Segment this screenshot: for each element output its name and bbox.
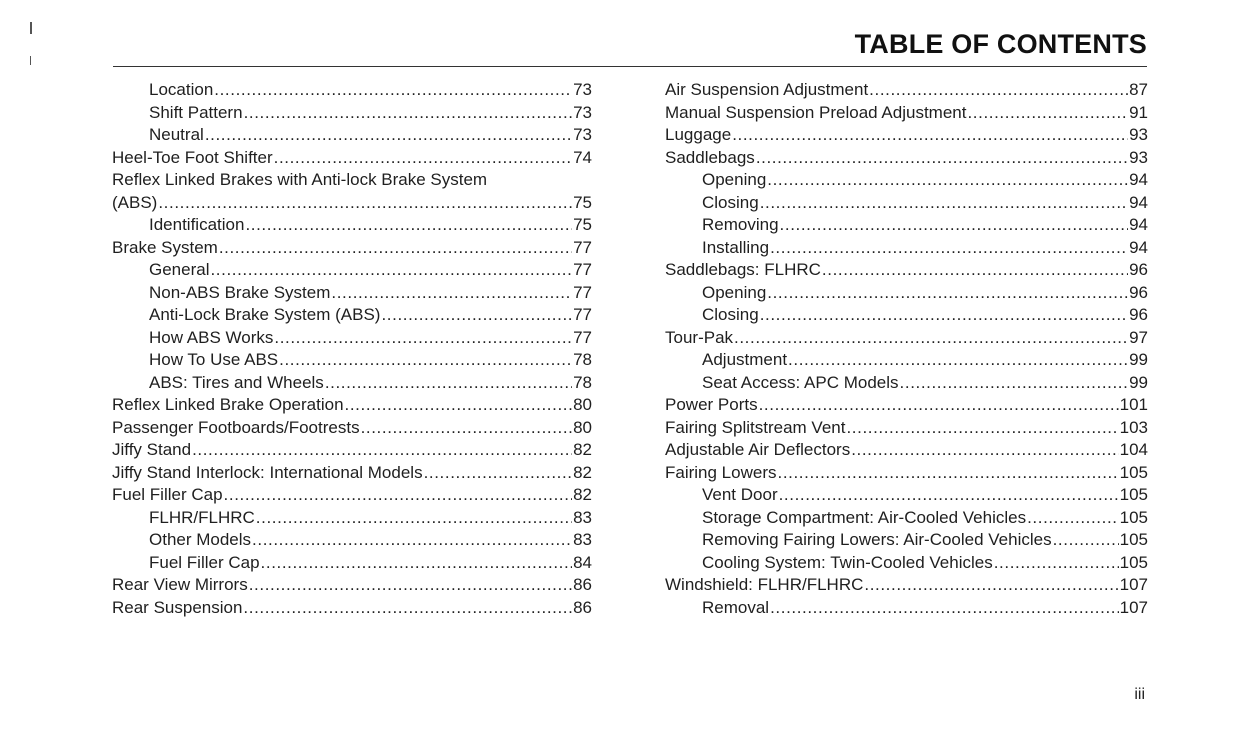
toc-entry-label: Air Suspension Adjustment bbox=[665, 80, 869, 99]
toc-entry-label: Brake System bbox=[112, 237, 218, 257]
dot-leader bbox=[994, 552, 1119, 575]
dot-leader bbox=[361, 417, 573, 440]
toc-entry-label: Neutral bbox=[149, 125, 204, 144]
toc-entry-label: Adjustable Air Deflectors bbox=[665, 440, 851, 459]
toc-entry-page: 78 bbox=[573, 372, 592, 392]
dot-leader bbox=[245, 214, 572, 237]
dot-leader bbox=[249, 574, 572, 597]
toc-entry[interactable] bbox=[112, 282, 592, 305]
toc-entry[interactable] bbox=[112, 439, 592, 462]
dot-leader bbox=[192, 439, 572, 462]
toc-entry-label: Removal bbox=[702, 597, 770, 617]
toc-entry-page: 107 bbox=[1119, 597, 1148, 617]
toc-entry-label: Jiffy Stand Interlock: International Models bbox=[112, 462, 423, 482]
toc-entry-label: Identification bbox=[149, 215, 245, 234]
toc-entry-label: General bbox=[149, 260, 210, 279]
toc-entry-label: Anti-Lock Brake System (ABS) bbox=[149, 305, 381, 324]
toc-entry-label: Rear View Mirrors bbox=[112, 575, 248, 594]
toc-entry[interactable] bbox=[112, 349, 592, 372]
toc-entry[interactable] bbox=[112, 462, 592, 485]
toc-entry[interactable] bbox=[665, 529, 1148, 552]
toc-entry-page: 101 bbox=[1119, 395, 1148, 414]
toc-entry[interactable] bbox=[112, 102, 592, 125]
toc-entry-label: Reflex Linked Brake Operation bbox=[112, 395, 344, 414]
toc-entry-label: Opening bbox=[702, 282, 767, 302]
toc-entry[interactable] bbox=[112, 597, 592, 620]
toc-entry-page: 86 bbox=[573, 575, 592, 594]
toc-entry[interactable] bbox=[112, 529, 592, 552]
toc-entry-page: 74 bbox=[573, 147, 592, 167]
toc-entry[interactable] bbox=[112, 372, 592, 395]
dot-leader bbox=[770, 237, 1128, 260]
toc-entry[interactable] bbox=[112, 214, 592, 237]
toc-entry-page: 107 bbox=[1119, 575, 1148, 594]
toc-entry-label: Shift Pattern bbox=[149, 102, 243, 122]
toc-entry-page: 105 bbox=[1119, 462, 1148, 482]
toc-entry-page: 91 bbox=[1129, 102, 1148, 122]
dot-leader bbox=[869, 79, 1128, 102]
toc-entry-page: 94 bbox=[1129, 170, 1148, 189]
toc-entry[interactable] bbox=[665, 372, 1148, 395]
toc-entry[interactable] bbox=[112, 259, 592, 282]
dot-leader bbox=[732, 124, 1128, 147]
dot-leader bbox=[780, 214, 1129, 237]
dot-leader bbox=[851, 439, 1118, 462]
toc-entry[interactable] bbox=[112, 147, 592, 170]
toc-entry-page: 104 bbox=[1119, 440, 1148, 459]
toc-entry-label: Manual Suspension Preload Adjustment bbox=[665, 102, 967, 122]
dot-leader bbox=[381, 304, 572, 327]
toc-entry-label: Seat Access: APC Models bbox=[702, 372, 899, 392]
dot-leader bbox=[256, 507, 572, 530]
dot-leader bbox=[1053, 529, 1119, 552]
toc-entry-label: Rear Suspension bbox=[112, 597, 243, 617]
dot-leader bbox=[778, 462, 1119, 485]
dot-leader bbox=[158, 192, 572, 215]
toc-entry-page: 94 bbox=[1129, 237, 1148, 257]
dot-leader bbox=[967, 102, 1128, 125]
dot-leader bbox=[760, 304, 1128, 327]
toc-entry[interactable] bbox=[112, 237, 592, 260]
toc-entry-page: 78 bbox=[573, 350, 592, 369]
toc-entry-label: Adjustment bbox=[702, 350, 788, 369]
toc-entry-page: 105 bbox=[1119, 485, 1148, 504]
toc-entry[interactable] bbox=[665, 259, 1148, 282]
toc-entry[interactable] bbox=[665, 304, 1148, 327]
toc-entry-page: 94 bbox=[1129, 215, 1148, 234]
toc-entry-page: 73 bbox=[573, 80, 592, 99]
dot-leader bbox=[205, 124, 572, 147]
dot-leader bbox=[759, 394, 1119, 417]
toc-entry[interactable] bbox=[665, 169, 1148, 192]
toc-entry[interactable] bbox=[665, 484, 1148, 507]
toc-entry-label: Saddlebags bbox=[665, 147, 755, 167]
toc-entry-label: Removing bbox=[702, 215, 779, 234]
toc-entry-label: Passenger Footboards/Footrests bbox=[112, 417, 360, 437]
toc-entry-page: 96 bbox=[1129, 282, 1148, 302]
dot-leader bbox=[767, 282, 1128, 305]
toc-entry[interactable] bbox=[665, 237, 1148, 260]
dot-leader bbox=[760, 192, 1128, 215]
toc-entry[interactable] bbox=[112, 507, 592, 530]
toc-entry-page: 77 bbox=[573, 260, 592, 279]
toc-entry[interactable] bbox=[112, 552, 592, 575]
toc-entry[interactable] bbox=[665, 462, 1148, 485]
toc-entry-label: Windshield: FLHR/FLHRC bbox=[665, 575, 864, 594]
toc-entry-page: 77 bbox=[573, 305, 592, 324]
toc-entry-label: Location bbox=[149, 80, 214, 99]
toc-entry-page: 103 bbox=[1119, 417, 1148, 437]
toc-entry[interactable] bbox=[112, 484, 592, 507]
toc-entry[interactable] bbox=[665, 282, 1148, 305]
toc-entry-label: Reflex Linked Brakes with Anti-lock Brake System bbox=[112, 170, 488, 189]
dot-leader bbox=[779, 484, 1119, 507]
toc-entry-page: 105 bbox=[1119, 552, 1148, 572]
toc-entry-label: Removing Fairing Lowers: Air-Cooled Vehicles bbox=[702, 530, 1052, 549]
dot-leader bbox=[756, 147, 1128, 170]
dot-leader bbox=[274, 327, 572, 350]
dot-leader bbox=[243, 597, 572, 620]
toc-entry-page: 82 bbox=[573, 440, 592, 459]
toc-entry-page: 82 bbox=[573, 485, 592, 504]
toc-entry-page: 105 bbox=[1119, 507, 1148, 527]
dot-leader bbox=[846, 417, 1118, 440]
toc-left-column bbox=[112, 79, 592, 619]
scan-margin-mark bbox=[30, 56, 31, 65]
toc-entry-page: 99 bbox=[1129, 372, 1148, 392]
dot-leader bbox=[900, 372, 1129, 395]
toc-entry-page: 97 bbox=[1129, 327, 1148, 347]
toc-entry-label: Opening bbox=[702, 170, 767, 189]
toc-entry[interactable] bbox=[665, 597, 1148, 620]
toc-entry-page: 77 bbox=[573, 327, 592, 347]
toc-entry[interactable] bbox=[112, 574, 592, 597]
dot-leader bbox=[424, 462, 573, 485]
toc-entry-page: 77 bbox=[573, 237, 592, 257]
dot-leader bbox=[788, 349, 1128, 372]
dot-leader bbox=[822, 259, 1128, 282]
toc-entry-label: Storage Compartment: Air-Cooled Vehicles bbox=[702, 507, 1027, 527]
toc-entry-page: 83 bbox=[573, 530, 592, 549]
dot-leader bbox=[770, 597, 1119, 620]
toc-entry-label: Luggage bbox=[665, 125, 732, 144]
toc-entry-page: 94 bbox=[1129, 192, 1148, 212]
toc-entry-label-continued: (ABS) bbox=[112, 192, 158, 212]
toc-entry-page: 87 bbox=[1129, 80, 1148, 99]
toc-entry[interactable] bbox=[665, 552, 1148, 575]
toc-entry-page: 73 bbox=[573, 125, 592, 144]
dot-leader bbox=[274, 147, 572, 170]
toc-entry-page: 80 bbox=[573, 395, 592, 414]
toc-entry-page: 75 bbox=[573, 192, 592, 212]
toc-entry-label: Closing bbox=[702, 192, 759, 212]
dot-leader bbox=[1027, 507, 1119, 530]
dot-leader bbox=[244, 102, 573, 125]
toc-entry[interactable] bbox=[665, 574, 1148, 597]
toc-entry[interactable] bbox=[112, 124, 592, 147]
toc-entry-label: Heel-Toe Foot Shifter bbox=[112, 147, 273, 167]
toc-entry[interactable] bbox=[665, 327, 1148, 350]
toc-entry-page: 83 bbox=[573, 507, 592, 527]
toc-entry-page: 80 bbox=[573, 417, 592, 437]
toc-entry-label: FLHR/FLHRC bbox=[149, 507, 255, 527]
toc-entry[interactable] bbox=[665, 349, 1148, 372]
toc-right-column bbox=[665, 79, 1148, 619]
toc-entry[interactable] bbox=[112, 394, 592, 417]
dot-leader bbox=[331, 282, 572, 305]
toc-entry-page: 96 bbox=[1129, 305, 1148, 324]
toc-entry[interactable] bbox=[112, 79, 592, 102]
toc-entry[interactable] bbox=[665, 394, 1148, 417]
toc-entry-label: Cooling System: Twin-Cooled Vehicles bbox=[702, 552, 993, 572]
dot-leader bbox=[767, 169, 1128, 192]
toc-entry-page: 99 bbox=[1129, 350, 1148, 369]
page-title: TABLE OF CONTENTS bbox=[854, 29, 1147, 59]
toc-entry[interactable] bbox=[665, 507, 1148, 530]
toc-entry-page: 82 bbox=[573, 462, 592, 482]
dot-leader bbox=[224, 484, 573, 507]
toc-entry[interactable] bbox=[665, 192, 1148, 215]
toc-entry-label: Installing bbox=[702, 237, 770, 257]
toc-entry-page: 75 bbox=[573, 215, 592, 234]
toc-entry-label: Jiffy Stand bbox=[112, 440, 192, 459]
toc-entry-page: 105 bbox=[1119, 530, 1148, 549]
toc-entry-label: How To Use ABS bbox=[149, 350, 279, 369]
toc-entry[interactable] bbox=[665, 214, 1148, 237]
toc-entry-label: Saddlebags: FLHRC bbox=[665, 260, 821, 279]
toc-entry-page: 86 bbox=[573, 597, 592, 617]
toc-entry[interactable] bbox=[112, 304, 592, 327]
dot-leader bbox=[261, 552, 573, 575]
toc-entry-page: 93 bbox=[1129, 147, 1148, 167]
toc-entry-page: 96 bbox=[1129, 260, 1148, 279]
toc-entry-label: Fuel Filler Cap bbox=[112, 485, 223, 504]
toc-entry[interactable] bbox=[665, 147, 1148, 170]
dot-leader bbox=[325, 372, 572, 395]
scan-margin-mark bbox=[30, 22, 32, 34]
dot-leader bbox=[214, 79, 572, 102]
toc-entry-label: Vent Door bbox=[702, 485, 778, 504]
toc-entry[interactable] bbox=[112, 417, 592, 440]
toc-entry-page: 84 bbox=[573, 552, 592, 572]
toc-entry[interactable] bbox=[112, 327, 592, 350]
page-number: iii bbox=[1134, 686, 1145, 703]
toc-entry-page: 77 bbox=[573, 282, 592, 302]
toc-entry-label: Closing bbox=[702, 305, 759, 324]
toc-entry-page: 93 bbox=[1129, 125, 1148, 144]
toc-entry[interactable] bbox=[665, 417, 1148, 440]
toc-entry[interactable] bbox=[665, 79, 1148, 102]
dot-leader bbox=[219, 237, 572, 260]
toc-entry[interactable] bbox=[665, 439, 1148, 462]
toc-entry-label: How ABS Works bbox=[149, 327, 274, 347]
toc-entry-page: 73 bbox=[573, 102, 592, 122]
toc-entry-label: Other Models bbox=[149, 530, 252, 549]
dot-leader bbox=[252, 529, 572, 552]
toc-entry-label: Fairing Lowers bbox=[665, 462, 777, 482]
toc-entry-label: Non-ABS Brake System bbox=[149, 282, 331, 302]
title-rule bbox=[113, 66, 1147, 67]
toc-entry[interactable] bbox=[665, 124, 1148, 147]
toc-entry-label: ABS: Tires and Wheels bbox=[149, 372, 324, 392]
toc-entry-label: Power Ports bbox=[665, 395, 758, 414]
toc-entry-label: Fuel Filler Cap bbox=[149, 552, 260, 572]
dot-leader bbox=[734, 327, 1128, 350]
dot-leader bbox=[864, 574, 1118, 597]
dot-leader bbox=[345, 394, 573, 417]
toc-entry[interactable] bbox=[665, 102, 1148, 125]
toc-entry-label: Tour-Pak bbox=[665, 327, 734, 347]
toc-entry-label: Fairing Splitstream Vent bbox=[665, 417, 846, 437]
toc-entry[interactable] bbox=[112, 169, 592, 214]
dot-leader bbox=[279, 349, 572, 372]
dot-leader bbox=[210, 259, 572, 282]
